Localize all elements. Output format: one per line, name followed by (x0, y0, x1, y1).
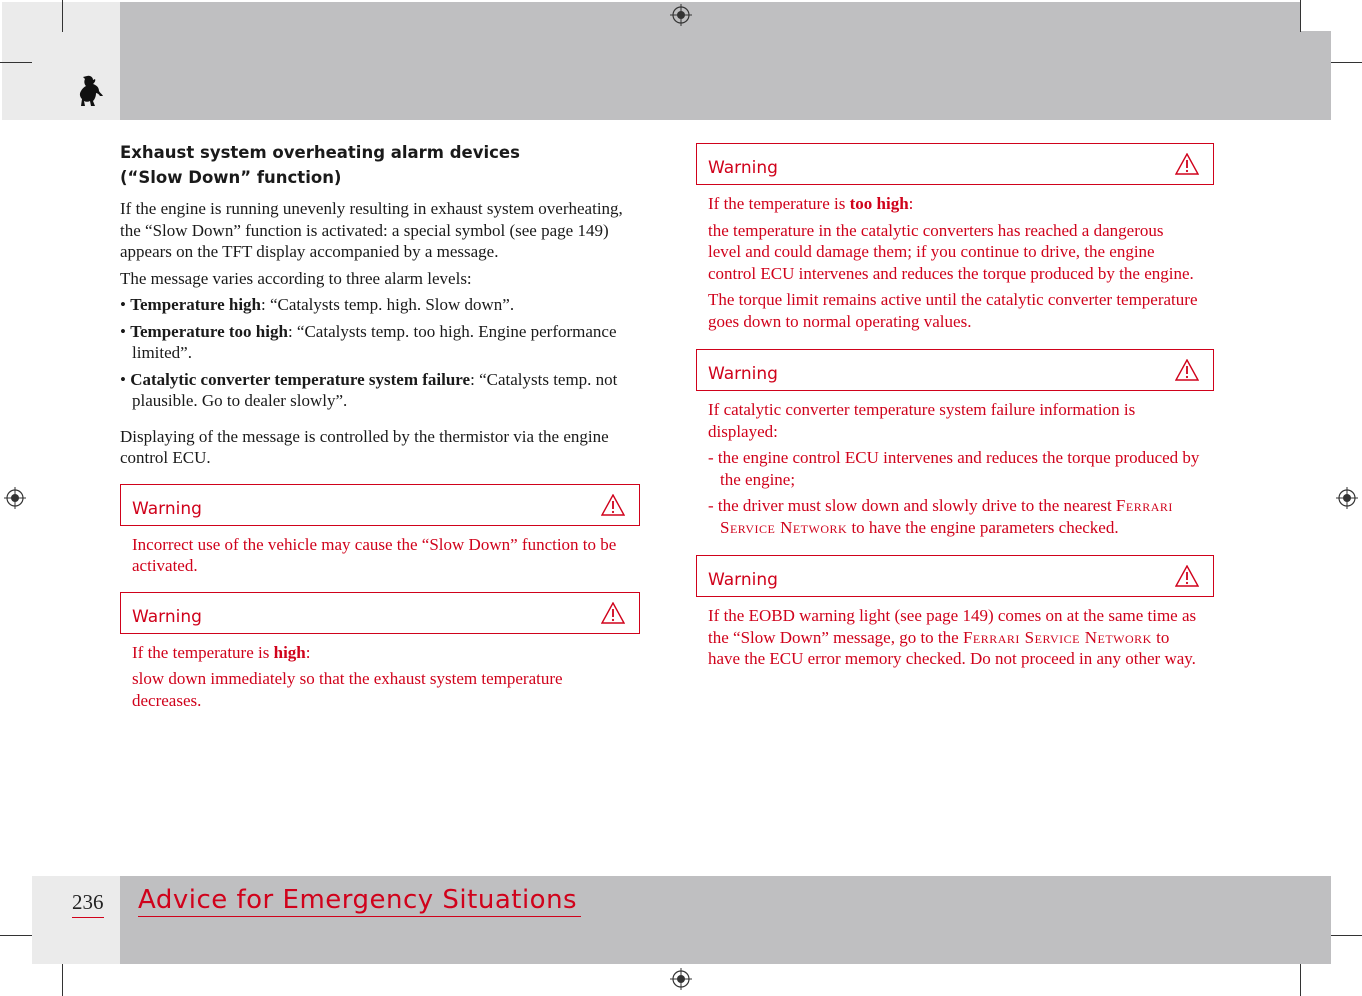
warning-condition: If the temperature is high: (132, 642, 311, 662)
warning-triangle-icon (601, 494, 625, 516)
right-column (696, 143, 1214, 675)
control-paragraph: Displaying of the message is controlled by the thermistor via the engine control ECU. (120, 426, 609, 467)
registration-mark-icon (670, 968, 692, 990)
left-column (120, 140, 640, 716)
warning-label: Warning (132, 606, 202, 627)
alarm-level-label: Catalytic converter temperature system failure (130, 369, 471, 389)
warning-body (120, 526, 640, 577)
warning-body (696, 391, 1214, 538)
alarm-level-label: Temperature high (130, 295, 262, 314)
crop-mark (1300, 964, 1301, 996)
warning-list-item: - the engine control ECU intervenes and reduces the torque produced by the engine; (708, 448, 1200, 489)
warning-condition: If the temperature is too high: (708, 194, 914, 213)
warning-body (696, 185, 1214, 332)
alarm-level-label: Temperature too high (130, 321, 288, 341)
warning-body (696, 597, 1214, 670)
warning-triangle-icon (1175, 359, 1199, 381)
warning-label: Warning (708, 570, 778, 590)
warning-text: Incorrect use of the vehicle may cause the “Slow Down” function to be activated. (132, 534, 617, 575)
intro-paragraph: If the engine is running unevenly resulting in exhaust system overheating, the “Slow Down” function is activated: a special symbol (see page 149) appears on the TFT display accompanied by a message. (120, 199, 623, 261)
warning-label: Warning (708, 158, 778, 178)
warning-box (120, 484, 640, 526)
warning-text: If the EOBD warning light (see page 149) comes on at the same time as the “Slow Down” message, go to the Ferrari Service Network to have the ECU error memory checked. Do not proceed in any other way. (708, 606, 1197, 668)
levels-intro: The message varies according to three alarm levels: (120, 268, 472, 288)
alarm-level-item: • Catalytic converter temperature system failure: “Catalysts temp. not plausible. Go to dealer slowly”. (120, 369, 618, 410)
registration-mark-icon (4, 487, 26, 509)
header-band (120, 2, 1300, 120)
crop-mark (1300, 0, 1301, 32)
crop-mark (1331, 62, 1362, 63)
page-number: 236 (72, 890, 104, 918)
registration-mark-icon (670, 4, 692, 26)
warning-label: Warning (132, 498, 202, 519)
header-band-right (1300, 31, 1331, 120)
warning-list-item: - the driver must slow down and slowly drive to the nearest Ferrari Service Network to have the engine parameters checked. (708, 496, 1173, 537)
heading-line-1: Exhaust system overheating alarm devices (120, 143, 520, 162)
warning-text: If catalytic converter temperature system failure information is displayed: (708, 400, 1136, 441)
warning-box (696, 555, 1214, 597)
crop-mark (0, 62, 32, 63)
warning-text: The torque limit remains active until the catalytic converter temperature goes down to normal operating values. (708, 290, 1198, 331)
warning-body (120, 634, 640, 712)
crop-mark (62, 0, 63, 32)
crop-mark (62, 964, 63, 996)
alarm-level-item: • Temperature too high: “Catalysts temp. too high. Engine performance limited”. (120, 321, 617, 362)
crop-mark (1331, 935, 1362, 936)
warning-box (120, 592, 640, 634)
warning-triangle-icon (1175, 153, 1199, 175)
warning-text: slow down immediately so that the exhaust system temperature decreases. (132, 669, 563, 710)
footer-section-title: Advice for Emergency Situations (138, 884, 581, 917)
prancing-horse-logo-icon (78, 74, 104, 108)
warning-triangle-icon (601, 602, 625, 624)
warning-text: the temperature in the catalytic converters has reached a dangerous level and could damage them; if you continue to drive, the engine control ECU intervenes and reduces the torque produced by the engine. (708, 220, 1194, 283)
alarm-level-item: • Temperature high: “Catalysts temp. high. Slow down”. (120, 295, 515, 314)
warning-label: Warning (708, 364, 778, 384)
section-heading (120, 140, 640, 190)
crop-mark (0, 935, 32, 936)
registration-mark-icon (1336, 487, 1358, 509)
warning-triangle-icon (1175, 565, 1199, 587)
warning-box (696, 349, 1214, 391)
warning-box (696, 143, 1214, 185)
heading-line-2: (“Slow Down” function) (120, 168, 342, 187)
